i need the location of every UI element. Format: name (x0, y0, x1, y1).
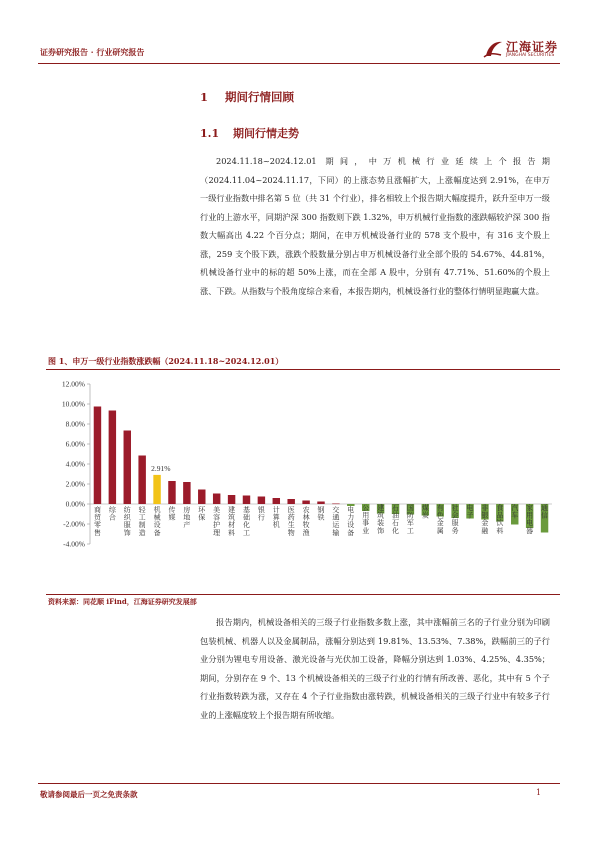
bar (258, 497, 265, 505)
x-category-label: 基础化工 (242, 506, 250, 537)
section-title: 期间行情回顾 (225, 90, 294, 104)
section-number: 1 (200, 90, 209, 104)
x-category-label: 建筑装饰 (377, 504, 385, 535)
bar (153, 475, 160, 504)
x-category-label: 有色金属 (436, 504, 444, 535)
x-category-label: 建筑材料 (228, 506, 236, 537)
body-paragraph-2: 报告期内，机械设备相关的三级子行业指数多数上涨，其中涨幅前三名的子行业分别为印刷包装机械、机器人以及金属制品，涨幅分别达到 19.81%、13.53%、7.38%，跌幅前三的子行业分别为锂电专用设备、激光设备与光伏加工设备，降幅分别达到 1.03%、4.25%、4.35%；期间，分别存在 9 个、13 个机械设备相关的三级子行业的行情有所改善、恶化，其中有 5 个子行业指数转跌为涨，又存在 4 个子行业指数由涨转跌，机械设备相关的三级子行业中有较多子行业的上涨幅度较上个报告期有所收缩。 (200, 617, 550, 720)
company-logo (482, 38, 567, 60)
bar (228, 495, 235, 504)
x-category-label: 房地产 (183, 506, 191, 530)
x-category-label: 银行 (257, 506, 265, 522)
logo-name: 江海证券 (506, 40, 559, 54)
data-label: 2.91% (151, 463, 171, 473)
x-category-label: 国防军工 (406, 504, 414, 535)
x-category-label: 钢铁 (317, 506, 325, 522)
x-category-label: 农林牧渔 (302, 506, 310, 537)
logo-subtitle: JIANGHAI SECURITIES (506, 53, 555, 58)
x-category-label: 医药生物 (287, 506, 295, 537)
x-category-label: 煤炭 (421, 504, 429, 520)
bar (332, 504, 339, 505)
y-tick-label: 8.00% (65, 419, 85, 429)
x-category-label: 通信 (541, 504, 549, 520)
y-tick-label: -4.00% (63, 539, 85, 549)
bar (273, 498, 280, 504)
bar (198, 490, 205, 505)
x-category-label: 纺织服饰 (123, 506, 131, 537)
y-tick-label: 0.00% (65, 499, 85, 509)
y-tick-label: 4.00% (65, 459, 85, 469)
y-tick-label: 2.00% (65, 479, 85, 489)
subsection-number: 1.1 (200, 127, 220, 140)
x-category-label: 传媒 (168, 506, 176, 522)
bar (109, 411, 116, 505)
x-category-label: 家用电器 (526, 504, 534, 535)
disclaimer-notice: 敬请参阅最后一页之免责条款 (40, 790, 138, 799)
bar (213, 494, 220, 505)
x-category-label: 社会服务 (451, 504, 459, 535)
bar (124, 431, 131, 505)
bar (317, 502, 324, 505)
report-type-header: 证券研究报告 · 行业研究报告 (40, 47, 145, 57)
x-category-label: 环保 (198, 506, 206, 522)
y-tick-label: 10.00% (61, 399, 85, 409)
x-category-label: 电力设备 (347, 506, 355, 537)
x-category-label: 美容护理 (213, 506, 221, 537)
bar (94, 407, 101, 505)
x-category-label: 食品饮料 (496, 504, 504, 535)
y-tick-label: 12.00% (61, 379, 85, 389)
y-tick-label: -2.00% (63, 519, 85, 529)
x-category-label: 商贸零售 (93, 506, 101, 537)
footer-divider (38, 783, 560, 784)
x-category-label: 轻工制造 (138, 506, 146, 537)
figure-divider (46, 369, 560, 370)
x-category-label: 汽车 (511, 504, 519, 520)
bar (183, 482, 190, 504)
logo-mark-icon (482, 38, 504, 60)
x-category-label: 计算机 (272, 506, 280, 530)
bar (287, 499, 294, 504)
figure-title: 图 1、申万一级行业指数涨跌幅（2024.11.18~2024.12.01） (48, 356, 284, 366)
figure-source: 资料来源：同花顺 iFind，江海证券研究发展部 (48, 597, 197, 606)
x-category-label: 非银金融 (481, 504, 489, 535)
subsection-title: 期间行情走势 (233, 127, 299, 140)
x-category-label: 石油石化 (392, 504, 400, 535)
x-category-label: 机械设备 (153, 506, 161, 537)
section-heading-1 (200, 89, 294, 105)
bar (168, 481, 175, 504)
body-paragraph-1: 2024.11.18~2024.12.01 期间，中万机械行业延续上个报告期（2024.11.04~2024.11.17，下同）的上涨态势且涨幅扩大，上涨幅度达到 2.91%，在申万一级行业指数中排名第 5 位（共 31 个行业），排名相较上个报告期大幅度提升，跃升至申万一级行业的上游水平，同期沪深 300 指数则下跌 1.32%，申万机械行业指数的涨跌幅较沪深 300 指数大幅高出 4.22 个百分点；期间，在申万机械设备行业的 578 支个股中，有 316 支个股上涨，259 支个股下跌，涨跌个股数量分别占申万机械设备行业全部个股的 54.67%、44.81%，机械设备行业中的标的超 50%上涨，而在全部 A 股中，分别有 47.71%、51.60%的个股上涨、下跌。从指数与个股角度综合来看，本报告期内，机械设备行业的整体行情明显跑赢大盘。 (200, 156, 550, 296)
x-category-label: 公用事业 (362, 504, 370, 535)
x-category-label: 电子 (466, 504, 474, 520)
page-number: 1 (536, 788, 542, 797)
bar (138, 456, 145, 505)
bar (302, 501, 309, 505)
y-tick-label: 6.00% (65, 439, 85, 449)
bar (243, 496, 250, 505)
industry-index-bar-chart (46, 374, 560, 592)
header-divider (38, 63, 560, 64)
x-category-label: 交通运输 (332, 506, 340, 537)
source-divider (46, 594, 560, 595)
x-category-label: 综合 (108, 506, 116, 522)
section-heading-1-1 (200, 125, 299, 141)
